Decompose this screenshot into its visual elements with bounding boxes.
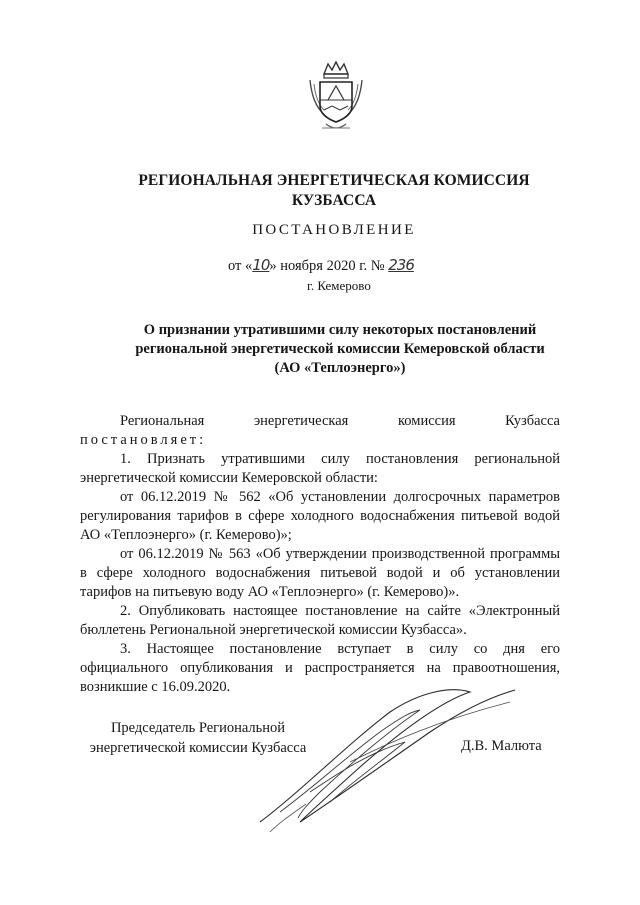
- coat-of-arms-emblem: [306, 60, 366, 138]
- paragraph-line: в сфере холодного водоснабжения питьевой водой и об установлении: [80, 565, 560, 581]
- organization-title-region: КУЗБАССА: [291, 192, 377, 209]
- paragraph-line: АО «Теплоэнерго» (г. Кемерово)»;: [80, 527, 292, 543]
- paragraph-line: от 06.12.2019 № 563 «Об утверждении производственной программы: [120, 546, 560, 562]
- document-number: 236: [388, 256, 414, 274]
- paragraph-line: от 06.12.2019 № 562 «Об установлении долгосрочных параметров: [120, 489, 560, 505]
- date-prefix: от «: [228, 258, 253, 274]
- date-day: 10: [252, 256, 270, 274]
- subject-line: (АО «Теплоэнерго»): [274, 360, 406, 376]
- paragraph-line: 3. Настоящее постановление вступает в силу со дня его: [120, 641, 560, 657]
- paragraph-line: регулирования тарифов в сфере холодного водоснабжения питьевой водой: [80, 508, 560, 524]
- document-date-line: [228, 256, 414, 275]
- signatory-title-line: энергетической комиссии Кузбасса: [89, 740, 307, 756]
- paragraph-line: энергетической комиссии Кемеровской области:: [80, 470, 378, 486]
- signatory-title-line: Председатель Региональной: [110, 720, 286, 736]
- paragraph-line: 1. Признать утратившими силу постановления региональной: [120, 451, 560, 467]
- paragraph-line: возникшие с 16.09.2020.: [80, 679, 231, 695]
- paragraph-line: тарифов на питьевую воду АО «Теплоэнерго» (г. Кемерово)».: [80, 584, 460, 600]
- intro-word: Региональная: [120, 413, 205, 429]
- intro-word: Кузбасса: [505, 413, 560, 429]
- intro-line: [84, 412, 560, 431]
- city-label: г. Кемерово: [307, 278, 371, 293]
- subject-line: региональной энергетической комиссии Кемеровской области: [135, 341, 545, 357]
- paragraph-line: официального опубликования и распространяется на правоотношения,: [80, 660, 560, 676]
- paragraph-line: бюллетень Региональной энергетической комиссии Кузбасса».: [80, 622, 467, 638]
- date-rest: » ноября 2020 г. №: [269, 258, 385, 274]
- signatory-name: Д.В. Малюта: [461, 738, 542, 754]
- paragraph-line: 2. Опубликовать настоящее постановление на сайте «Электронный: [120, 603, 560, 619]
- decrees-word: постановляет:: [80, 432, 207, 448]
- intro-word: энергетическая: [253, 413, 349, 429]
- subject-line: О признании утратившими силу некоторых постановлений: [143, 322, 537, 338]
- document-type: ПОСТАНОВЛЕНИЕ: [252, 222, 416, 238]
- handwritten-signature: [240, 672, 530, 842]
- intro-word: комиссия: [397, 413, 456, 429]
- organization-title: РЕГИОНАЛЬНАЯ ЭНЕРГЕТИЧЕСКАЯ КОМИССИЯ: [138, 172, 530, 189]
